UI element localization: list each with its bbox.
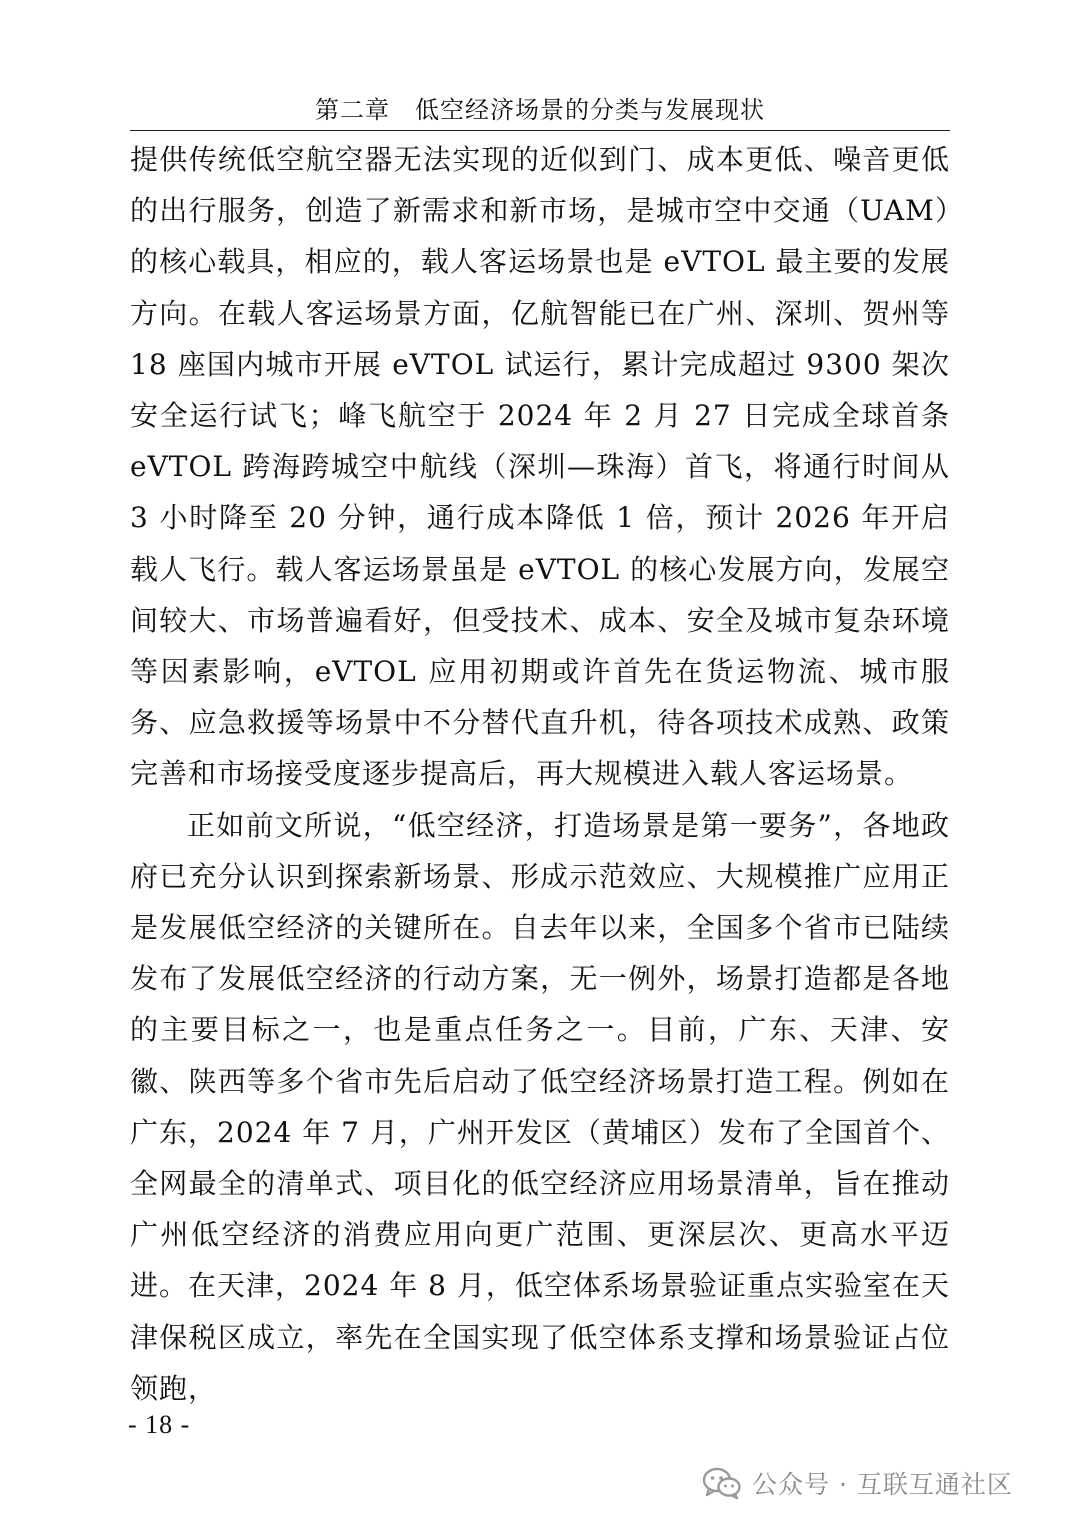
watermark — [702, 1463, 1013, 1503]
paragraph-1: 提供传统低空航空器无法实现的近似到门、成本更低、噪音更低的出行服务，创造了新需求和新市场，是城市空中交通（UAM）的核心载具，相应的，载人客运场景也是 eVTOL 最主要的发展方向。在载人客运场景方面，亿航智能已在广州、深圳、贺州等 18 座国内城市开展 eVTOL 试运行，累计完成超过 9300 架次安全运行试飞；峰飞航空于 2024 年 2 月 27 日完成全球首条 eVTOL 跨海跨城空中航线（深圳—珠海）首飞，将通行时间从 3 小时降至 20 分钟，通行成本降低 1 倍，预计 2026 年开启载人飞行。载人客运场景虽是 eVTOL 的核心发展方向，发展空间较大、市场普遍看好，但受技术、成本、安全及城市复杂环境等因素影响，eVTOL 应用初期或许首先在货运物流、城市服务、应急救援等场景中不分替代直升机，待各项技术成熟、政策完善和市场接受度逐步提高后，再大规模进入载人客运场景。 — [130, 143, 950, 791]
wechat-icon — [702, 1466, 742, 1500]
document-body — [130, 134, 950, 1414]
page-number: - 18 - — [128, 1410, 191, 1439]
paragraph-2: 正如前文所说，“低空经济，打造场景是第一要务”，各地政府已充分认识到探索新场景、形成示范效应、大规模推广应用正是发展低空经济的关键所在。自去年以来，全国多个省市已陆续发布了发展低空经济的行动方案，无一例外，场景打造都是各地的主要目标之一，也是重点任务之一。目前，广东、天津、安徽、陕西等多个省市先后启动了低空经济场景打造工程。例如在广东，2024 年 7 月，广州开发区（黄埔区）发布了全国首个、全网最全的清单式、项目化的低空经济应用场景清单，旨在推动广州低空经济的消费应用向更广范围、更深层次、更高水平迈进。在天津，2024 年 8 月，低空体系场景验证重点实验室在天津保税区成立，率先在全国实现了低空体系支撑和场景验证占位领跑， — [130, 808, 950, 1405]
header-divider — [130, 130, 950, 131]
watermark-text: 公众号 · 互联互通社区 — [752, 1470, 1013, 1499]
page-header: 第二章 低空经济场景的分类与发展现状 — [315, 96, 765, 124]
